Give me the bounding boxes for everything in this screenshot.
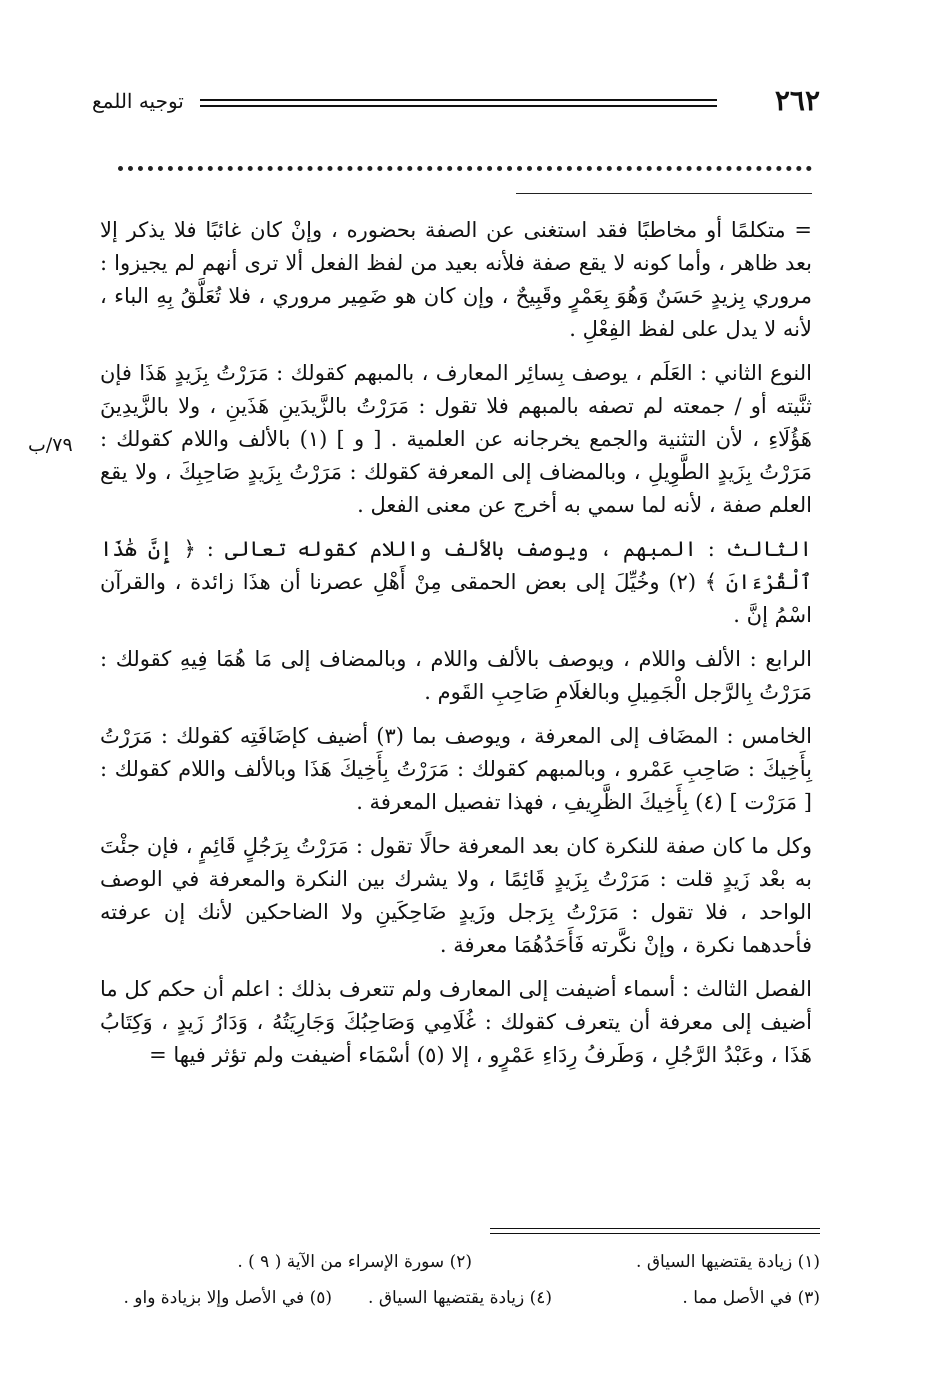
paragraph: الخامس : المضَاف إلى المعرفة ، ويوصف بما (٣) أضيف كإضَافَتِه كقولك : مَرَرْتُ بِأَخِيكَ : صَاحِبِ عَمْرو ، وبالمبهم كقولك : مَرَرْتُ بِأَخِيكَ هَذَا وبالألف واللام كقولك : [ مَرَرْت ] (٤) بِأَخِيكَ الظَّرِيفِ ، فهذا تفصيل المعرفة . bbox=[100, 724, 812, 814]
dotted-separator bbox=[118, 166, 812, 171]
paragraph: الثالث : المبهم ، ويوصف بالألف واللام كقوله تعالى : ﴿ إِنَّ هَٰذَا ٱلْقُرْءَانَ ﴾ (٢) وخُيِّلَ إلى بعض الحمقى مِنْ أَهْلِ عصرنا أن هذَا زائدة ، والقرآن اسْمُ إنَّ . bbox=[100, 537, 812, 627]
paragraph: النوع الثاني : العَلَم ، يوصف بِسائِر المعارف ، بالمبهم كقولك : مَرَرْتُ بِزَيدٍ هَذَا فإن ثنَّيته أو / جمعته لم تصفه بالمبهم فلا تقول : مَرَرْتُ بالزَّيدَينِ هَذَينِ ، ولا بالزَّيدِينَ هَؤُلَاءِ ، لأن التثنية والجمع يخرجانه عن العلمية . [ و ] (١) بالألف واللام كقولك : مَرَرْتُ بِزَيدٍ الطَّوِيلِ ، وبالمضاف إلى المعرفة كقولك : مَرَرْتُ بِزَيدٍ صَاحِبِكَ ، ولا يقع العلم صفة ، لأنه لما سمي به أخرج عن معنى الفعل . bbox=[100, 361, 812, 517]
paragraph: وكل ما كان صفة للنكرة كان بعد المعرفة حالًا تقول : مَرَرْتُ بِرَجُلٍ قَائِمٍ ، فإن جئْتَ به بعْد زَيدٍ قلت : مَرَرْتُ بِزَيدٍ قَائِمًا ، ولا يشرك بين النكرة والمعرفة في الوصف الواحد ، فلا تقول : مَرَرْتُ بِرَجل وزَيدٍ ضَاحِكَينِ ولا الضاحكين لأنك إن عرفته فأحدهما نكرة ، وإنْ نكَّرته فَأَحَدُهُمَا معرفة . bbox=[100, 834, 812, 957]
paragraph: الرابع : الألف واللام ، ويوصف بالألف واللام ، وبالمضاف إلى مَا هُمَا فِيهِ كقولك : مَرَرْتُ بِالرَّجل الْجَمِيلِ وبالغلَامِ صَاحِبِ القَوم . bbox=[100, 647, 812, 704]
footnote: (٥) في الأصل وإلا بزيادة واو . bbox=[123, 1288, 332, 1308]
footnote: (٣) في الأصل مما . bbox=[682, 1288, 820, 1308]
page-number: ٢٦٢ bbox=[774, 84, 820, 117]
footnote-rule bbox=[490, 1228, 820, 1234]
continuation-rule bbox=[516, 193, 812, 194]
manuscript-folio-note: ٧٩/ب bbox=[28, 434, 73, 456]
footnote: (١) زيادة يقتضيها السياق . bbox=[636, 1252, 820, 1272]
paragraph: = متكلمًا أو مخاطبًا فقد استغنى عن الصفة بحضوره ، وإنْ كان غائبًا فلا يذكر إلا بعد ظاهر ، وأما كونه لا يقع صفة فلأنه بعيد من لفظ الفعل ألا ترى أنهم لم يجيزوا : مروري بِزيدٍ حَسَنٌ وَهُوَ بِعَمْرٍ وقَبِيحٌ ، وإن كان هو ضَمِير مروري ، فلا تُعَلَّقُ بِهِ الباء ، لأنه لا يدل على لفظ الفِعْلِ . bbox=[100, 218, 812, 341]
paragraph: الفصل الثالث : أسماء أضيفت إلى المعارف ولم تتعرف بذلك : اعلم أن حكم كل ما أضيف إلى معرفة أن يتعرف كقولك : غُلَامِي وَصَاحِبُكَ وَجَارِيَتُهُ ، وَدَارُ زَيدٍ ، وَكِتَابُ هَذَا ، وعَبْدُ الرَّجُلِ ، وَطَرفُ رِدَاءِ عَمْرٍو ، إلا (٥) أسْمَاء أضيفت ولم تؤثر فيها = bbox=[100, 977, 812, 1067]
main-text bbox=[100, 214, 812, 1072]
footnote: (٤) زيادة يقتضيها السياق . bbox=[368, 1288, 552, 1308]
header-rule bbox=[200, 99, 717, 107]
footnote: (٢) سورة الإسراء من الآية ( ٩ ) . bbox=[237, 1252, 472, 1272]
running-title: توجيه اللمع bbox=[92, 89, 184, 113]
